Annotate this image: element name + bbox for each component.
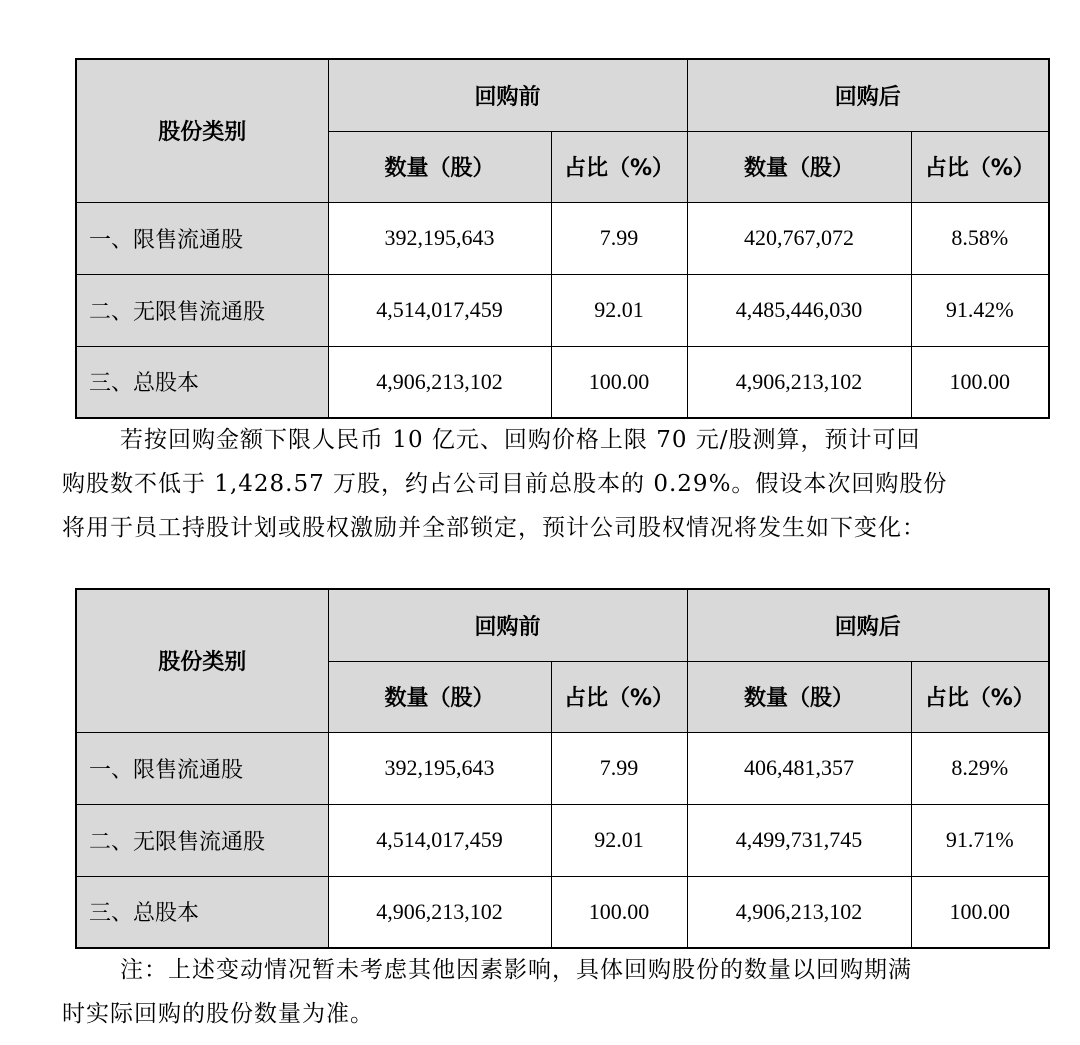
table-header-row [76, 59, 1049, 131]
header-after: 回购后 [687, 59, 1049, 131]
before-qty: 4,514,017,459 [328, 274, 551, 346]
note-paragraph [62, 948, 1057, 1036]
table-row [76, 274, 1049, 346]
table-row [76, 202, 1049, 274]
table-row [76, 732, 1049, 804]
row-category: 二、无限售流通股 [76, 804, 328, 876]
header-before: 回购前 [328, 589, 687, 661]
after-qty: 4,906,213,102 [687, 876, 911, 948]
row-category: 二、无限售流通股 [76, 274, 328, 346]
before-qty: 4,906,213,102 [328, 346, 551, 418]
after-qty: 4,485,446,030 [687, 274, 911, 346]
after-pct: 8.58% [911, 202, 1049, 274]
header-before-pct: 占比（%） [551, 661, 687, 732]
after-pct: 91.42% [911, 274, 1049, 346]
share-structure-table-1 [75, 58, 1050, 419]
header-before-qty: 数量（股） [328, 661, 551, 732]
after-pct: 8.29% [911, 732, 1049, 804]
header-before-qty: 数量（股） [328, 131, 551, 202]
note-line: 时实际回购的股份数量为准。 [62, 1001, 374, 1027]
table-row [76, 876, 1049, 948]
share-structure-table-2 [75, 588, 1050, 949]
before-pct: 92.01 [551, 274, 687, 346]
before-pct: 7.99 [551, 202, 687, 274]
row-category: 一、限售流通股 [76, 202, 328, 274]
note-line: 注：上述变动情况暂未考虑其他因素影响，具体回购股份的数量以回购期满 [120, 957, 912, 983]
after-qty: 4,499,731,745 [687, 804, 911, 876]
row-category: 三、总股本 [76, 876, 328, 948]
table-header-row [76, 589, 1049, 661]
table-row [76, 804, 1049, 876]
after-pct: 100.00 [911, 346, 1049, 418]
header-before-pct: 占比（%） [551, 131, 687, 202]
before-qty: 392,195,643 [328, 202, 551, 274]
before-qty: 392,195,643 [328, 732, 551, 804]
row-category: 三、总股本 [76, 346, 328, 418]
header-category: 股份类别 [76, 59, 328, 202]
paragraph-line: 将用于员工持股计划或股权激励并全部锁定，预计公司股权情况将发生如下变化： [62, 515, 926, 541]
before-pct: 7.99 [551, 732, 687, 804]
header-after: 回购后 [687, 589, 1049, 661]
header-after-pct: 占比（%） [911, 131, 1049, 202]
after-qty: 420,767,072 [687, 202, 911, 274]
paragraph-line: 购股数不低于 1,428.57 万股，约占公司目前总股本的 0.29%。假设本次回购股份 [62, 471, 948, 497]
before-qty: 4,906,213,102 [328, 876, 551, 948]
header-before: 回购前 [328, 59, 687, 131]
after-qty: 4,906,213,102 [687, 346, 911, 418]
after-qty: 406,481,357 [687, 732, 911, 804]
after-pct: 91.71% [911, 804, 1049, 876]
header-after-pct: 占比（%） [911, 661, 1049, 732]
header-after-qty: 数量（股） [687, 131, 911, 202]
header-after-qty: 数量（股） [687, 661, 911, 732]
header-category: 股份类别 [76, 589, 328, 732]
before-pct: 100.00 [551, 346, 687, 418]
paragraph-calculation [62, 418, 1057, 550]
row-category: 一、限售流通股 [76, 732, 328, 804]
before-pct: 100.00 [551, 876, 687, 948]
table-row [76, 346, 1049, 418]
before-pct: 92.01 [551, 804, 687, 876]
after-pct: 100.00 [911, 876, 1049, 948]
before-qty: 4,514,017,459 [328, 804, 551, 876]
paragraph-line: 若按回购金额下限人民币 10 亿元、回购价格上限 70 元/股测算，预计可回 [120, 427, 921, 453]
